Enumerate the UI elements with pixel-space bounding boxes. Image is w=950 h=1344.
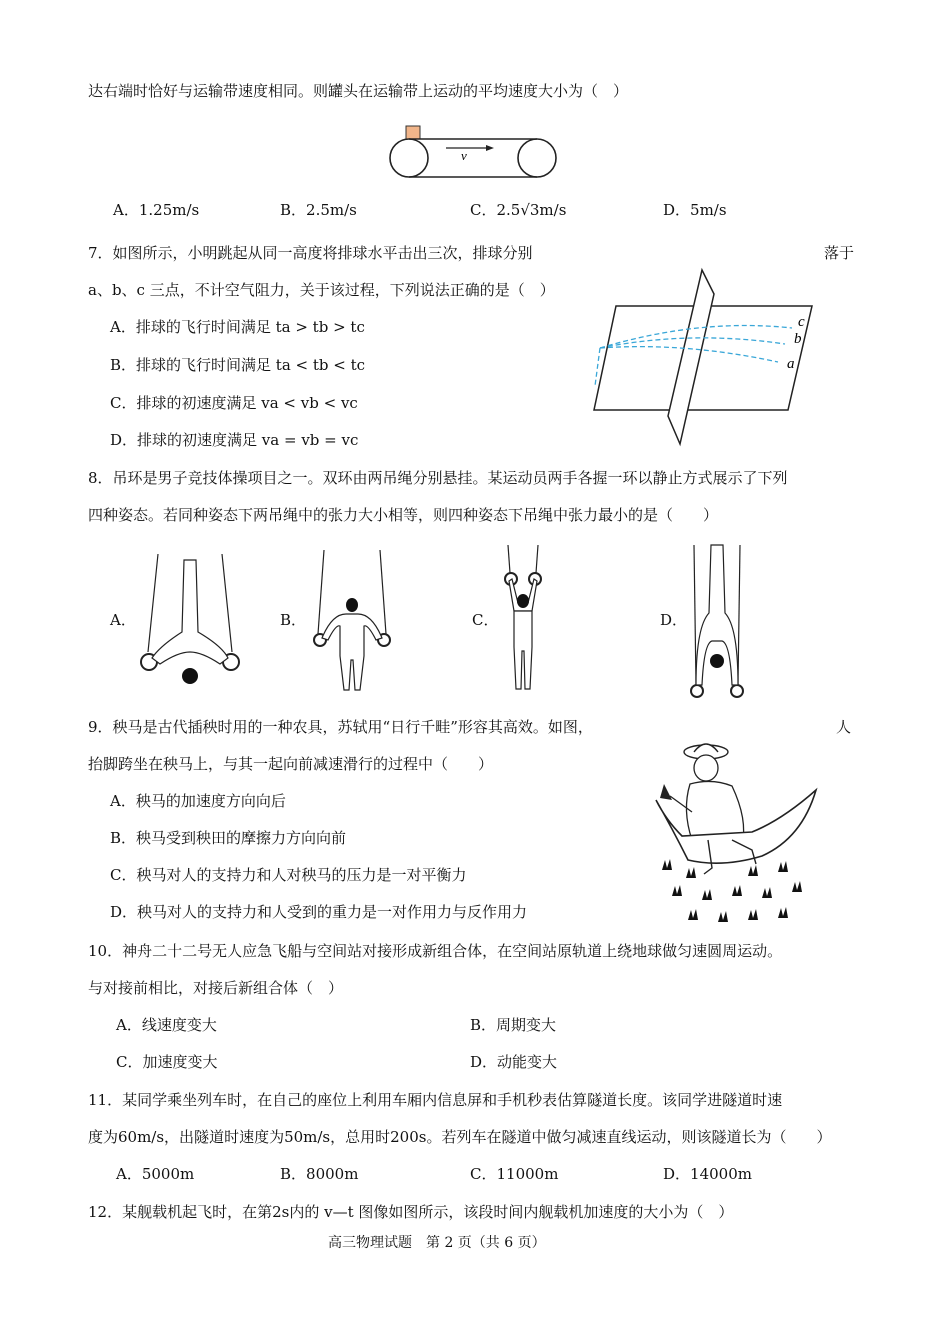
q9-option-b[interactable]: B．秧马受到秧田的摩擦力方向向前 [110, 829, 347, 847]
gymnast-figure-c [494, 543, 554, 693]
q8-option-c[interactable]: C． [472, 611, 499, 629]
q6-option-b[interactable]: B．2.5m/s [280, 201, 357, 219]
q6-option-c[interactable]: C．2.5√3m/s [470, 201, 567, 219]
q10-stem-line2: 与对接前相比，对接后新组合体（ ） [88, 979, 344, 997]
q7-stem-line1-end: 落于 [824, 244, 855, 262]
gymnast-figure-a [136, 552, 246, 690]
q6-option-a[interactable]: A．1.25m/s [113, 201, 200, 219]
gymnast-figure-b [312, 548, 392, 693]
label-c: c [798, 314, 805, 330]
q6-continuation: 达右端时恰好与运输带速度相同。则罐头在运输带上运动的平均速度大小为（ ） [88, 82, 629, 100]
q11-stem-line2: 度为60m/s，出隧道时速度为50m/s，总用时200s。若列车在隧道中做匀减速直线运动，则该隧道长为（ ） [88, 1128, 832, 1146]
velocity-label: v [461, 148, 467, 163]
net-plane [668, 270, 714, 444]
q10-option-a[interactable]: A．线速度变大 [116, 1016, 217, 1034]
q11-option-a[interactable]: A．5000m [116, 1165, 195, 1183]
q7-stem-line1: 7．如图所示，小明跳起从同一高度将排球水平击出三次，排球分别 [88, 244, 533, 262]
q9-stem-line1-end: 人 [836, 718, 852, 736]
q11-option-b[interactable]: B．8000m [280, 1165, 359, 1183]
q7-stem-line2: a、b、c 三点，不计空气阻力，关于该过程，下列说法正确的是（ ） [88, 281, 555, 299]
q10-stem-line1: 10．神舟二十二号无人应急飞船与空间站对接形成新组合体，在空间站原轨道上绕地球做匀速圆周运动。 [88, 942, 783, 960]
q9-option-c[interactable]: C．秧马对人的支持力和人对秧马的压力是一对平衡力 [110, 866, 467, 884]
q10-option-c[interactable]: C．加速度变大 [116, 1053, 218, 1071]
q12-stem: 12．某舰载机起飞时，在第2s内的 v—t 图像如图所示，该段时间内舰载机加速度的大小为（ ） [88, 1203, 734, 1221]
q8-option-b[interactable]: B． [280, 611, 307, 629]
label-a: a [787, 356, 795, 372]
q8-stem-line2: 四种姿态。若同种姿态下两吊绳中的张力大小相等，则四种姿态下吊绳中张力最小的是（ ） [88, 506, 719, 524]
q6-option-d[interactable]: D．5m/s [663, 201, 727, 219]
q7-option-c[interactable]: C．排球的初速度满足 va < vb < vc [110, 394, 358, 412]
q11-option-d[interactable]: D．14000m [663, 1165, 752, 1183]
volleyball-court-figure [590, 266, 820, 450]
page-footer: 高三物理试题 第 2 页（共 6 页） [328, 1235, 546, 1251]
q7-option-d[interactable]: D．排球的初速度满足 va = vb = vc [110, 431, 359, 449]
q9-option-d[interactable]: D．秧马对人的支持力和人受到的重力是一对作用力与反作用力 [110, 903, 528, 921]
q8-stem-line1: 8．吊环是男子竞技体操项目之一。双环由两吊绳分别悬挂。某运动员两手各握一环以静止方式展示了下列 [88, 469, 788, 487]
q9-option-a[interactable]: A．秧马的加速度方向向后 [110, 792, 286, 810]
can-block [406, 126, 420, 139]
q9-stem-line1: 9．秧马是古代插秧时用的一种农具，苏轼用“日行千畦”形容其高效。如图， [88, 718, 593, 736]
conveyor-belt-figure [388, 124, 563, 186]
q8-option-a[interactable]: A． [110, 611, 136, 629]
q10-option-b[interactable]: B．周期变大 [470, 1016, 557, 1034]
q9-stem-line2: 抬脚跨坐在秧马上，与其一起向前减速滑行的过程中（ ） [88, 755, 494, 773]
q7-option-b[interactable]: B．排球的飞行时间满足 ta < tb < tc [110, 356, 366, 374]
yangma-figure [652, 740, 824, 926]
label-b: b [794, 331, 802, 347]
q7-option-a[interactable]: A．排球的飞行时间满足 ta > tb > tc [110, 318, 365, 336]
q10-option-d[interactable]: D．动能变大 [470, 1053, 558, 1071]
gymnast-figure-d [688, 543, 748, 701]
q11-stem-line1: 11．某同学乘坐列车时，在自己的座位上利用车厢内信息屏和手机秒表估算隧道长度。该同学进隧道时速 [88, 1091, 783, 1109]
q8-option-d[interactable]: D． [660, 611, 688, 629]
q11-option-c[interactable]: C．11000m [470, 1165, 559, 1183]
